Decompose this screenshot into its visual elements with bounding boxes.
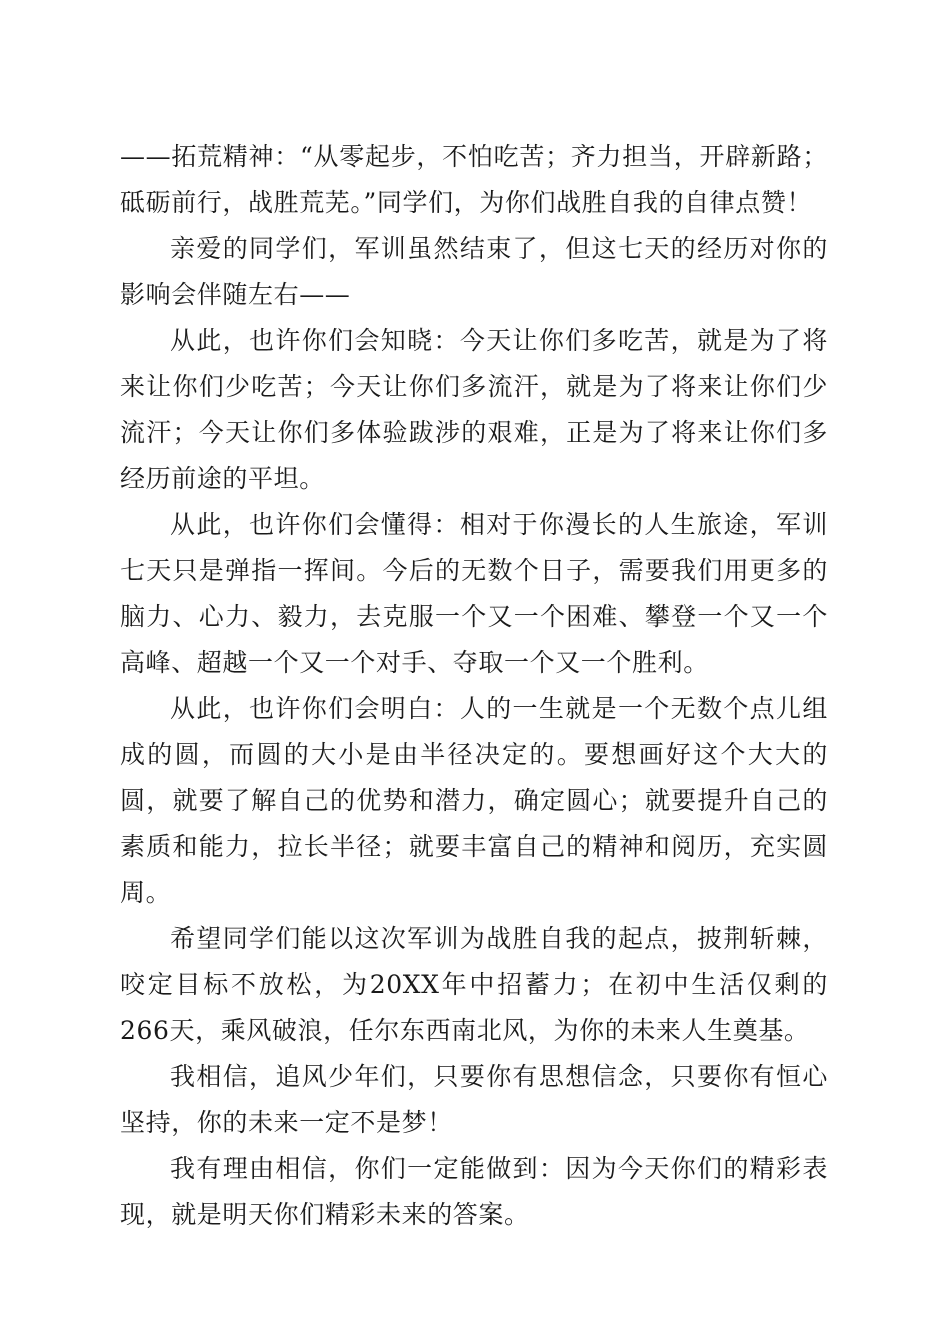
paragraph-understand: 从此，也许你们会懂得：相对于你漫长的人生旅途，军训七天只是弹指一挥间。今后的无数个日子，需要我们用更多的脑力、心力、毅力，去克服一个又一个困难、攀登一个又一个高峰、超越一个又一个对手、夺取一个又一个胜利。 xyxy=(120,510,828,677)
paragraph-realize: 从此，也许你们会明白：人的一生就是一个无数个点儿组成的圆，而圆的大小是由半径决定的。要想画好这个大大的圆，就要了解自己的优势和潜力，确定圆心；就要提升自己的素质和能力，拉长半径；就要丰富自己的精神和阅历，充实圆周。 xyxy=(120,694,828,907)
paragraph-pioneer-spirit: ——拓荒精神：“从零起步，不怕吃苦；齐力担当，开辟新路；砥砺前行，战胜荒芜。”同学们，为你们战胜自我的自律点赞！ xyxy=(120,142,828,217)
paragraph-know: 从此，也许你们会知晓：今天让你们多吃苦，就是为了将来让你们少吃苦；今天让你们多流汗，就是为了将来让你们少流汗；今天让你们多体验跋涉的艰难，正是为了将来让你们多经历前途的平坦。 xyxy=(120,326,828,493)
paragraph-confidence: 我有理由相信，你们一定能做到：因为今天你们的精彩表现，就是明天你们精彩未来的答案。 xyxy=(120,1154,828,1229)
paragraph-believe: 我相信，追风少年们，只要你有思想信念，只要你有恒心坚持，你的未来一定不是梦！ xyxy=(120,1062,828,1137)
document-body xyxy=(120,134,828,1238)
paragraph-hope: 希望同学们能以这次军训为战胜自我的起点，披荆斩棘，咬定目标不放松，为20XX年中招蓄力；在初中生活仅剩的266天，乘风破浪，任尔东西南北风，为你的未来人生奠基。 xyxy=(120,924,828,1045)
paragraph-training-ended: 亲爱的同学们，军训虽然结束了，但这七天的经历对你的影响会伴随左右—— xyxy=(120,234,828,309)
